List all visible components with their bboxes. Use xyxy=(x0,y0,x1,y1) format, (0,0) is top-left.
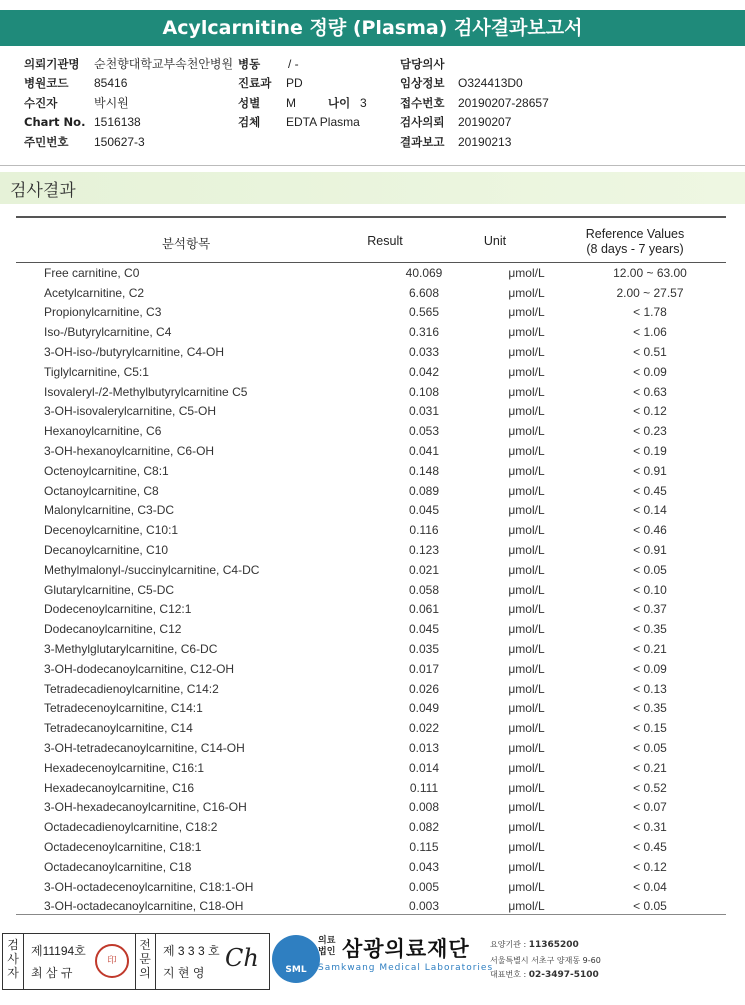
reference-range: < 1.78 xyxy=(633,305,667,320)
result-value: 0.005 xyxy=(408,879,440,894)
analyte-name: Propionylcarnitine, C3 xyxy=(44,305,162,320)
unit: μmol/L xyxy=(508,721,545,736)
result-value: 0.022 xyxy=(408,721,440,736)
signature-box xyxy=(2,933,270,990)
patient-info-right xyxy=(400,55,700,152)
unit: μmol/L xyxy=(508,622,545,637)
reference-range: < 0.23 xyxy=(633,424,667,439)
unit: μmol/L xyxy=(508,760,545,775)
reference-range: < 0.05 xyxy=(633,562,667,577)
analyte-name: Acetylcarnitine, C2 xyxy=(44,285,145,300)
result-value: 0.116 xyxy=(409,523,439,538)
info-value: 순천향대학교부속천안병원 xyxy=(94,57,234,71)
dept-label: 진료과 xyxy=(238,76,272,91)
unit: μmol/L xyxy=(508,701,545,716)
unit: μmol/L xyxy=(508,840,545,854)
analyte-name: Octadecadienoylcarnitine, C18:2 xyxy=(44,820,218,835)
vertical-char: 사 xyxy=(7,952,19,966)
header-ref-line2: (8 days - 7 years) xyxy=(586,242,684,256)
table-row xyxy=(16,837,726,857)
result-value: 0.045 xyxy=(408,622,440,637)
unit: μmol/L xyxy=(508,800,545,815)
section-bar xyxy=(0,172,745,204)
reference-range: < 0.35 xyxy=(633,701,667,716)
table-row xyxy=(16,877,726,897)
vertical-char: 자 xyxy=(7,966,19,980)
specialist-label xyxy=(137,938,153,980)
analyte-name: 3-OH-hexadecanoylcarnitine, C16-OH xyxy=(44,800,247,815)
table-row xyxy=(16,362,726,382)
specialist-name: 지 현 영 xyxy=(163,966,205,980)
info-label: 결과보고 xyxy=(400,134,445,149)
reference-range: < 0.45 xyxy=(633,840,667,854)
info-row xyxy=(400,113,700,132)
unit: μmol/L xyxy=(508,325,545,340)
analyte-name: Hexadecanoylcarnitine, C16 xyxy=(44,780,195,795)
analyte-name: Methylmalonyl-/succinylcarnitine, C4-DC xyxy=(44,562,260,577)
unit: μmol/L xyxy=(508,424,545,439)
table-row xyxy=(16,402,726,422)
info-value: 20190213 xyxy=(458,134,512,149)
vertical-char: 전 xyxy=(139,938,151,952)
section-title: 검사결과 xyxy=(10,181,76,201)
result-value: 6.608 xyxy=(408,285,440,300)
result-value: 0.014 xyxy=(408,760,440,775)
analyte-name: 3-Methylglutarylcarnitine, C6-DC xyxy=(44,642,218,657)
org-code xyxy=(490,939,579,950)
analyte-name: Glutarylcarnitine, C5-DC xyxy=(44,582,175,597)
result-value: 0.033 xyxy=(408,345,440,360)
analyte-name: Dodecanoylcarnitine, C12 xyxy=(44,622,182,637)
info-label: 병원코드 xyxy=(24,76,69,91)
analyte-name: 3-OH-tetradecanoylcarnitine, C14-OH xyxy=(44,741,245,756)
unit: μmol/L xyxy=(508,642,545,657)
result-value: 0.115 xyxy=(409,840,439,854)
result-value: 0.123 xyxy=(408,543,440,558)
tester-name: 최 삼 규 xyxy=(31,966,73,980)
info-row xyxy=(400,94,700,113)
reference-range: < 0.05 xyxy=(633,741,667,756)
result-value: 0.041 xyxy=(408,444,440,459)
analyte-name: 3-OH-isovalerylcarnitine, C5-OH xyxy=(44,404,217,419)
header-unit: Unit xyxy=(483,234,507,248)
vertical-char: 검 xyxy=(7,938,19,952)
result-value: 0.053 xyxy=(408,424,440,439)
unit: μmol/L xyxy=(508,285,545,300)
table-row xyxy=(16,501,726,521)
analyte-name: 3-OH-octadecanoylcarnitine, C18-OH xyxy=(44,899,244,914)
report-title: Acylcarnitine 정량 (Plasma) 검사결과보고서 xyxy=(0,10,745,46)
analyte-name: Octanoylcarnitine, C8 xyxy=(44,483,159,498)
reference-range: < 0.31 xyxy=(633,820,667,835)
reference-range: < 0.07 xyxy=(633,800,667,815)
table-row xyxy=(16,580,726,600)
sml-logo-icon xyxy=(272,935,320,983)
tester-label xyxy=(5,938,21,980)
ward-value: / - xyxy=(288,57,299,71)
unit: μmol/L xyxy=(508,384,545,399)
unit: μmol/L xyxy=(508,780,545,795)
table-row xyxy=(16,322,726,342)
reference-range: < 0.46 xyxy=(633,523,667,538)
result-value: 0.316 xyxy=(408,325,440,340)
reference-range: < 0.45 xyxy=(633,483,667,498)
reference-range: 2.00 ~ 27.57 xyxy=(616,285,684,300)
unit: μmol/L xyxy=(508,741,545,756)
analyte-name: Decanoylcarnitine, C10 xyxy=(44,543,169,558)
unit: μmol/L xyxy=(508,820,545,835)
unit: μmol/L xyxy=(508,562,545,577)
header-ref-line1: Reference Values xyxy=(585,227,685,241)
table-row xyxy=(16,461,726,481)
table-row xyxy=(16,283,726,303)
tester-seal-icon: 印 xyxy=(95,944,129,978)
org-code-value: 11365200 xyxy=(528,940,579,950)
table-row xyxy=(16,778,726,798)
reference-range: < 0.05 xyxy=(633,899,667,914)
org-type: 의료 법인 xyxy=(318,936,336,957)
result-value: 0.003 xyxy=(408,899,440,914)
header-result: Result xyxy=(367,234,403,248)
result-value: 0.031 xyxy=(408,404,440,419)
result-value: 0.021 xyxy=(408,562,440,577)
vertical-char: 의 xyxy=(139,966,151,980)
table-row xyxy=(16,520,726,540)
unit: μmol/L xyxy=(508,404,545,419)
unit: μmol/L xyxy=(508,899,545,914)
table-row xyxy=(16,679,726,699)
unit: μmol/L xyxy=(508,859,545,874)
result-value: 0.061 xyxy=(408,602,440,617)
result-value: 0.089 xyxy=(408,483,440,498)
table-row xyxy=(16,857,726,877)
header-item: 분석항목 xyxy=(161,237,211,251)
analyte-name: Dodecenoylcarnitine, C12:1 xyxy=(44,602,192,617)
reference-range: < 0.12 xyxy=(633,404,667,419)
table-row xyxy=(16,718,726,738)
specialist-license: 제 3 3 3 호 xyxy=(163,944,220,958)
table-row xyxy=(16,738,726,758)
info-value: 1516138 xyxy=(94,115,141,130)
result-value: 0.042 xyxy=(408,364,440,379)
info-label: 의뢰기관명 xyxy=(24,57,80,71)
table-row xyxy=(16,441,726,461)
reference-range: < 0.15 xyxy=(633,721,667,736)
result-value: 0.013 xyxy=(408,741,440,756)
table-row xyxy=(16,342,726,362)
analyte-name: Iso-/Butyrylcarnitine, C4 xyxy=(44,325,172,340)
table-row xyxy=(16,600,726,620)
info-label: 주민번호 xyxy=(24,134,69,149)
reference-range: < 0.63 xyxy=(633,384,667,399)
table-row xyxy=(16,817,726,837)
reference-range: < 0.91 xyxy=(633,463,667,478)
info-row xyxy=(24,133,294,152)
reference-range: < 0.13 xyxy=(633,681,667,696)
table-row xyxy=(16,798,726,818)
table-row xyxy=(16,421,726,441)
result-value: 0.148 xyxy=(408,463,440,478)
reference-range: < 0.37 xyxy=(633,602,667,617)
info-row xyxy=(400,55,700,74)
info-row xyxy=(400,133,700,152)
table-row xyxy=(16,758,726,778)
reference-range: < 0.52 xyxy=(633,780,667,795)
table-row xyxy=(16,263,726,283)
table-row xyxy=(16,619,726,639)
divider xyxy=(23,934,24,989)
analyte-name: Tetradecenoylcarnitine, C14:1 xyxy=(44,701,203,716)
info-label: 임상정보 xyxy=(400,76,445,91)
info-label: 검사의뢰 xyxy=(400,115,445,130)
unit: μmol/L xyxy=(508,543,545,558)
analyte-name: 3-OH-dodecanoylcarnitine, C12-OH xyxy=(44,661,235,676)
analyte-name: Octadecanoylcarnitine, C18 xyxy=(44,859,192,874)
unit: μmol/L xyxy=(508,602,545,617)
reference-range: < 0.09 xyxy=(633,661,667,676)
analyte-name: Tetradecanoylcarnitine, C14 xyxy=(44,721,193,736)
analyte-name: Hexadecenoylcarnitine, C16:1 xyxy=(44,760,205,775)
divider xyxy=(135,934,136,989)
result-value: 0.565 xyxy=(408,305,440,320)
specimen-label: 검체 xyxy=(238,115,261,130)
unit: μmol/L xyxy=(508,463,545,478)
table-row xyxy=(16,540,726,560)
age-value: 3 xyxy=(360,95,367,110)
result-value: 0.082 xyxy=(408,820,440,835)
org-address: 서울특별시 서초구 양재동 9-60 xyxy=(490,956,601,965)
info-value: O324413D0 xyxy=(458,76,523,91)
info-value: 85416 xyxy=(94,76,128,91)
analyte-name: Tiglylcarnitine, C5:1 xyxy=(44,364,149,379)
unit: μmol/L xyxy=(508,483,545,498)
reference-range: < 0.21 xyxy=(633,760,667,775)
table-row xyxy=(16,481,726,501)
patient-info-middle xyxy=(238,55,398,133)
reference-range: < 0.21 xyxy=(633,642,667,657)
sex-value: M xyxy=(286,95,296,110)
analyte-name: Hexanoylcarnitine, C6 xyxy=(44,424,162,439)
logo-text: SML xyxy=(285,965,307,975)
reference-range: < 0.91 xyxy=(633,543,667,558)
analyte-name: Octenoylcarnitine, C8:1 xyxy=(44,463,169,478)
reference-range: < 0.12 xyxy=(633,859,667,874)
table-top-rule xyxy=(16,216,726,218)
result-value: 0.017 xyxy=(408,661,440,676)
result-value: 0.108 xyxy=(408,384,440,399)
reference-range: 12.00 ~ 63.00 xyxy=(613,265,687,280)
table-row xyxy=(16,659,726,679)
analyte-name: Malonylcarnitine, C3-DC xyxy=(44,503,175,518)
info-value: 150627-3 xyxy=(94,134,145,149)
unit: μmol/L xyxy=(508,879,545,894)
table-bottom-rule xyxy=(16,914,726,915)
table-row xyxy=(16,560,726,580)
reference-range: < 0.51 xyxy=(633,345,667,360)
reference-range: < 0.10 xyxy=(633,582,667,597)
org-name: 삼광의료재단 xyxy=(342,937,470,961)
info-label: Chart No. xyxy=(24,115,86,130)
info-row xyxy=(400,74,700,93)
info-label: 접수번호 xyxy=(400,95,445,110)
reference-range: < 0.35 xyxy=(633,622,667,637)
result-value: 0.026 xyxy=(408,681,440,696)
tester-license: 제11194호 xyxy=(31,944,86,958)
divider xyxy=(155,934,156,989)
info-value: 20190207 xyxy=(458,115,512,130)
unit: μmol/L xyxy=(508,305,545,320)
vertical-char: 문 xyxy=(139,952,151,966)
analyte-name: Decenoylcarnitine, C10:1 xyxy=(44,523,179,538)
result-value: 0.008 xyxy=(408,800,440,815)
org-code-label: 요양기관 : xyxy=(490,940,527,949)
info-label: 담당의사 xyxy=(400,57,445,71)
org-english-name: Samkwang Medical Laboratories xyxy=(318,963,494,973)
unit: μmol/L xyxy=(508,661,545,676)
result-value: 0.043 xyxy=(408,859,440,874)
result-value: 0.045 xyxy=(408,503,440,518)
unit: μmol/L xyxy=(508,503,545,518)
header-reference xyxy=(560,227,710,257)
unit: μmol/L xyxy=(508,444,545,459)
analyte-name: Octadecenoylcarnitine, C18:1 xyxy=(44,840,202,854)
organization-footer xyxy=(272,933,742,988)
org-phone-label: 대표번호 : xyxy=(490,970,527,979)
info-value: 박시원 xyxy=(94,95,129,110)
result-value: 0.111 xyxy=(409,780,439,795)
reference-range: < 1.06 xyxy=(633,325,667,340)
analyte-name: Free carnitine, C0 xyxy=(44,265,140,280)
unit: μmol/L xyxy=(508,582,545,597)
org-phone xyxy=(490,969,599,980)
unit: μmol/L xyxy=(508,523,545,538)
info-label: 수진자 xyxy=(24,95,58,110)
analyte-name: 3-OH-iso-/butyrylcarnitine, C4-OH xyxy=(44,345,225,360)
unit: μmol/L xyxy=(508,681,545,696)
result-value: 0.058 xyxy=(408,582,440,597)
specimen-value: EDTA Plasma xyxy=(286,115,360,130)
info-value: 20190207-28657 xyxy=(458,95,549,110)
table-row xyxy=(16,639,726,659)
analyte-name: Tetradecadienoylcarnitine, C14:2 xyxy=(44,681,219,696)
table-row xyxy=(16,303,726,323)
reference-range: < 0.14 xyxy=(633,503,667,518)
table-row xyxy=(16,382,726,402)
result-value: 0.035 xyxy=(408,642,440,657)
reference-range: < 0.04 xyxy=(633,879,667,894)
sex-label: 성별 xyxy=(238,95,261,110)
dept-value: PD xyxy=(286,76,303,91)
table-row xyxy=(16,699,726,719)
reference-range: < 0.09 xyxy=(633,364,667,379)
signature: Ch xyxy=(225,944,259,972)
analyte-name: 3-OH-hexanoylcarnitine, C6-OH xyxy=(44,444,215,459)
unit: μmol/L xyxy=(508,345,545,360)
unit: μmol/L xyxy=(508,265,545,280)
reference-range: < 0.19 xyxy=(633,444,667,459)
analyte-name: Isovaleryl-/2-Methylbutyrylcarnitine C5 xyxy=(44,384,248,399)
result-value: 0.049 xyxy=(408,701,440,716)
header-divider xyxy=(0,165,745,166)
results-table xyxy=(16,263,726,916)
unit: μmol/L xyxy=(508,364,545,379)
analyte-name: 3-OH-octadecenoylcarnitine, C18:1-OH xyxy=(44,879,254,894)
org-phone-value: 02-3497-5100 xyxy=(528,970,599,980)
age-label: 나이 xyxy=(328,95,351,110)
ward-label: 병동 xyxy=(238,57,261,71)
result-value: 40.069 xyxy=(405,265,443,280)
